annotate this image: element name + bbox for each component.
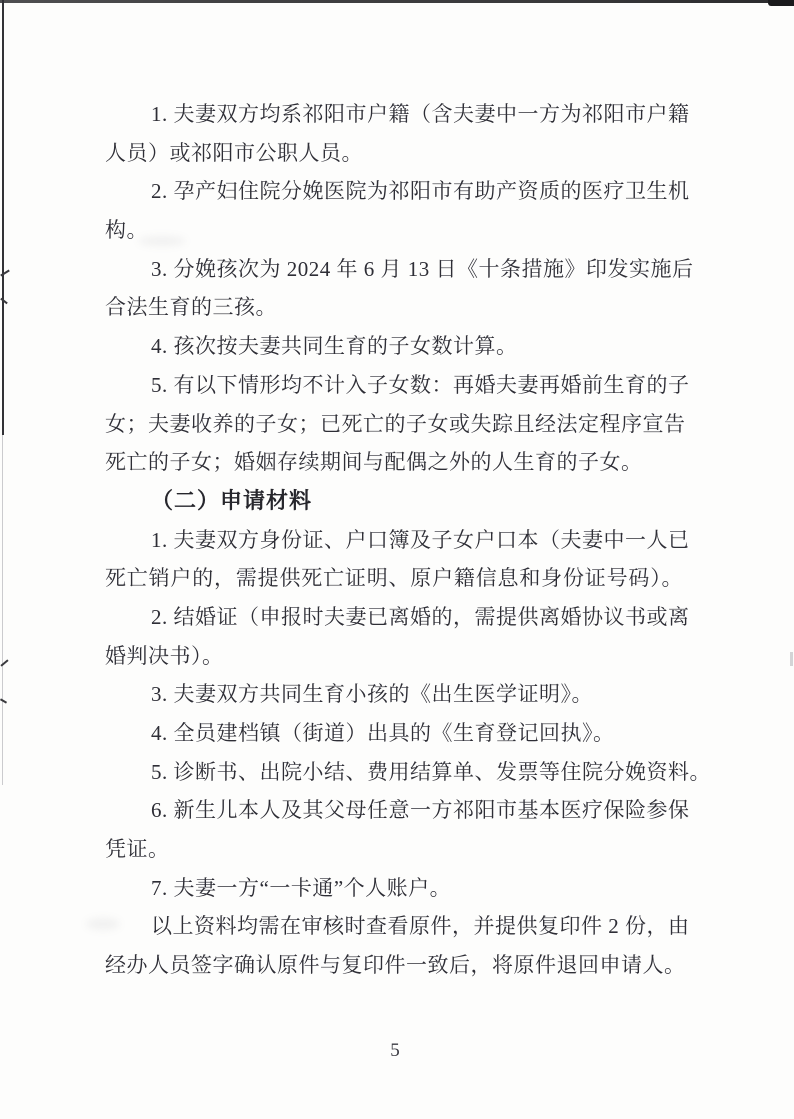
scan-artifact-mark [790, 652, 793, 666]
text-line: 3. 分娩孩次为 2024 年 6 月 13 日《十条措施》印发实施后 [151, 256, 694, 281]
text-line: 婚判决书）。 [105, 643, 224, 668]
text-line: 4. 孩次按夫妻共同生育的子女数计算。 [151, 334, 518, 359]
text-line: 以上资料均需在审核时查看原件，并提供复印件 2 份，由 [151, 914, 690, 939]
text-line: 合法生育的三孩。 [105, 295, 277, 320]
text-line: 2. 结婚证（申报时夫妻已离婚的，需提供离婚协议书或离 [151, 604, 690, 629]
text-line: 死亡的子女；婚姻存续期间与配偶之外的人生育的子女。 [105, 450, 643, 475]
text-line: 1. 夫妻双方均系祁阳市户籍（含夫妻中一方为祁阳市户籍 [151, 102, 690, 126]
text-line: 5. 有以下情形均不计入子女数：再婚夫妻再婚前生育的子 [151, 372, 690, 397]
page-number: 5 [390, 1040, 400, 1061]
text-line: 人员）或祁阳市公职人员。 [105, 140, 363, 165]
text-line: 凭证。 [105, 837, 170, 862]
section-heading-application-materials: （二）申请材料 [151, 487, 313, 513]
text-line: 5. 诊断书、出院小结、费用结算单、发票等住院分娩资料。 [151, 759, 711, 784]
text-line: 6. 新生儿本人及其父母任意一方祁阳市基本医疗保险参保 [151, 798, 690, 823]
text-line: 经办人员签字确认原件与复印件一致后，将原件退回申请人。 [105, 953, 686, 978]
text-line: 2. 孕产妇住院分娩医院为祁阳市有助产资质的医疗卫生机 [151, 179, 690, 204]
text-line: 1. 夫妻双方身份证、户口簿及子女户口本（夫妻中一人已 [151, 527, 690, 552]
text-line: 7. 夫妻一方“一卡通”个人账户。 [151, 875, 452, 900]
scan-edge-left-faint [2, 435, 3, 785]
text-line: 构。 [105, 218, 148, 243]
text-line: 4. 全员建档镇（街道）出具的《生育登记回执》。 [151, 721, 615, 745]
scan-corner-top-right [768, 0, 794, 6]
text-line: 女；夫妻收养的子女；已死亡的子女或失踪且经法定程序宣告 [105, 411, 686, 436]
text-line: 3. 夫妻双方共同生育小孩的《出生医学证明》。 [151, 682, 593, 707]
scan-edge-top [0, 0, 794, 3]
text-line: 死亡销户的，需提供死亡证明、原户籍信息和身份证号码）。 [105, 566, 683, 591]
scan-edge-left [2, 0, 4, 435]
document-body [105, 95, 711, 985]
